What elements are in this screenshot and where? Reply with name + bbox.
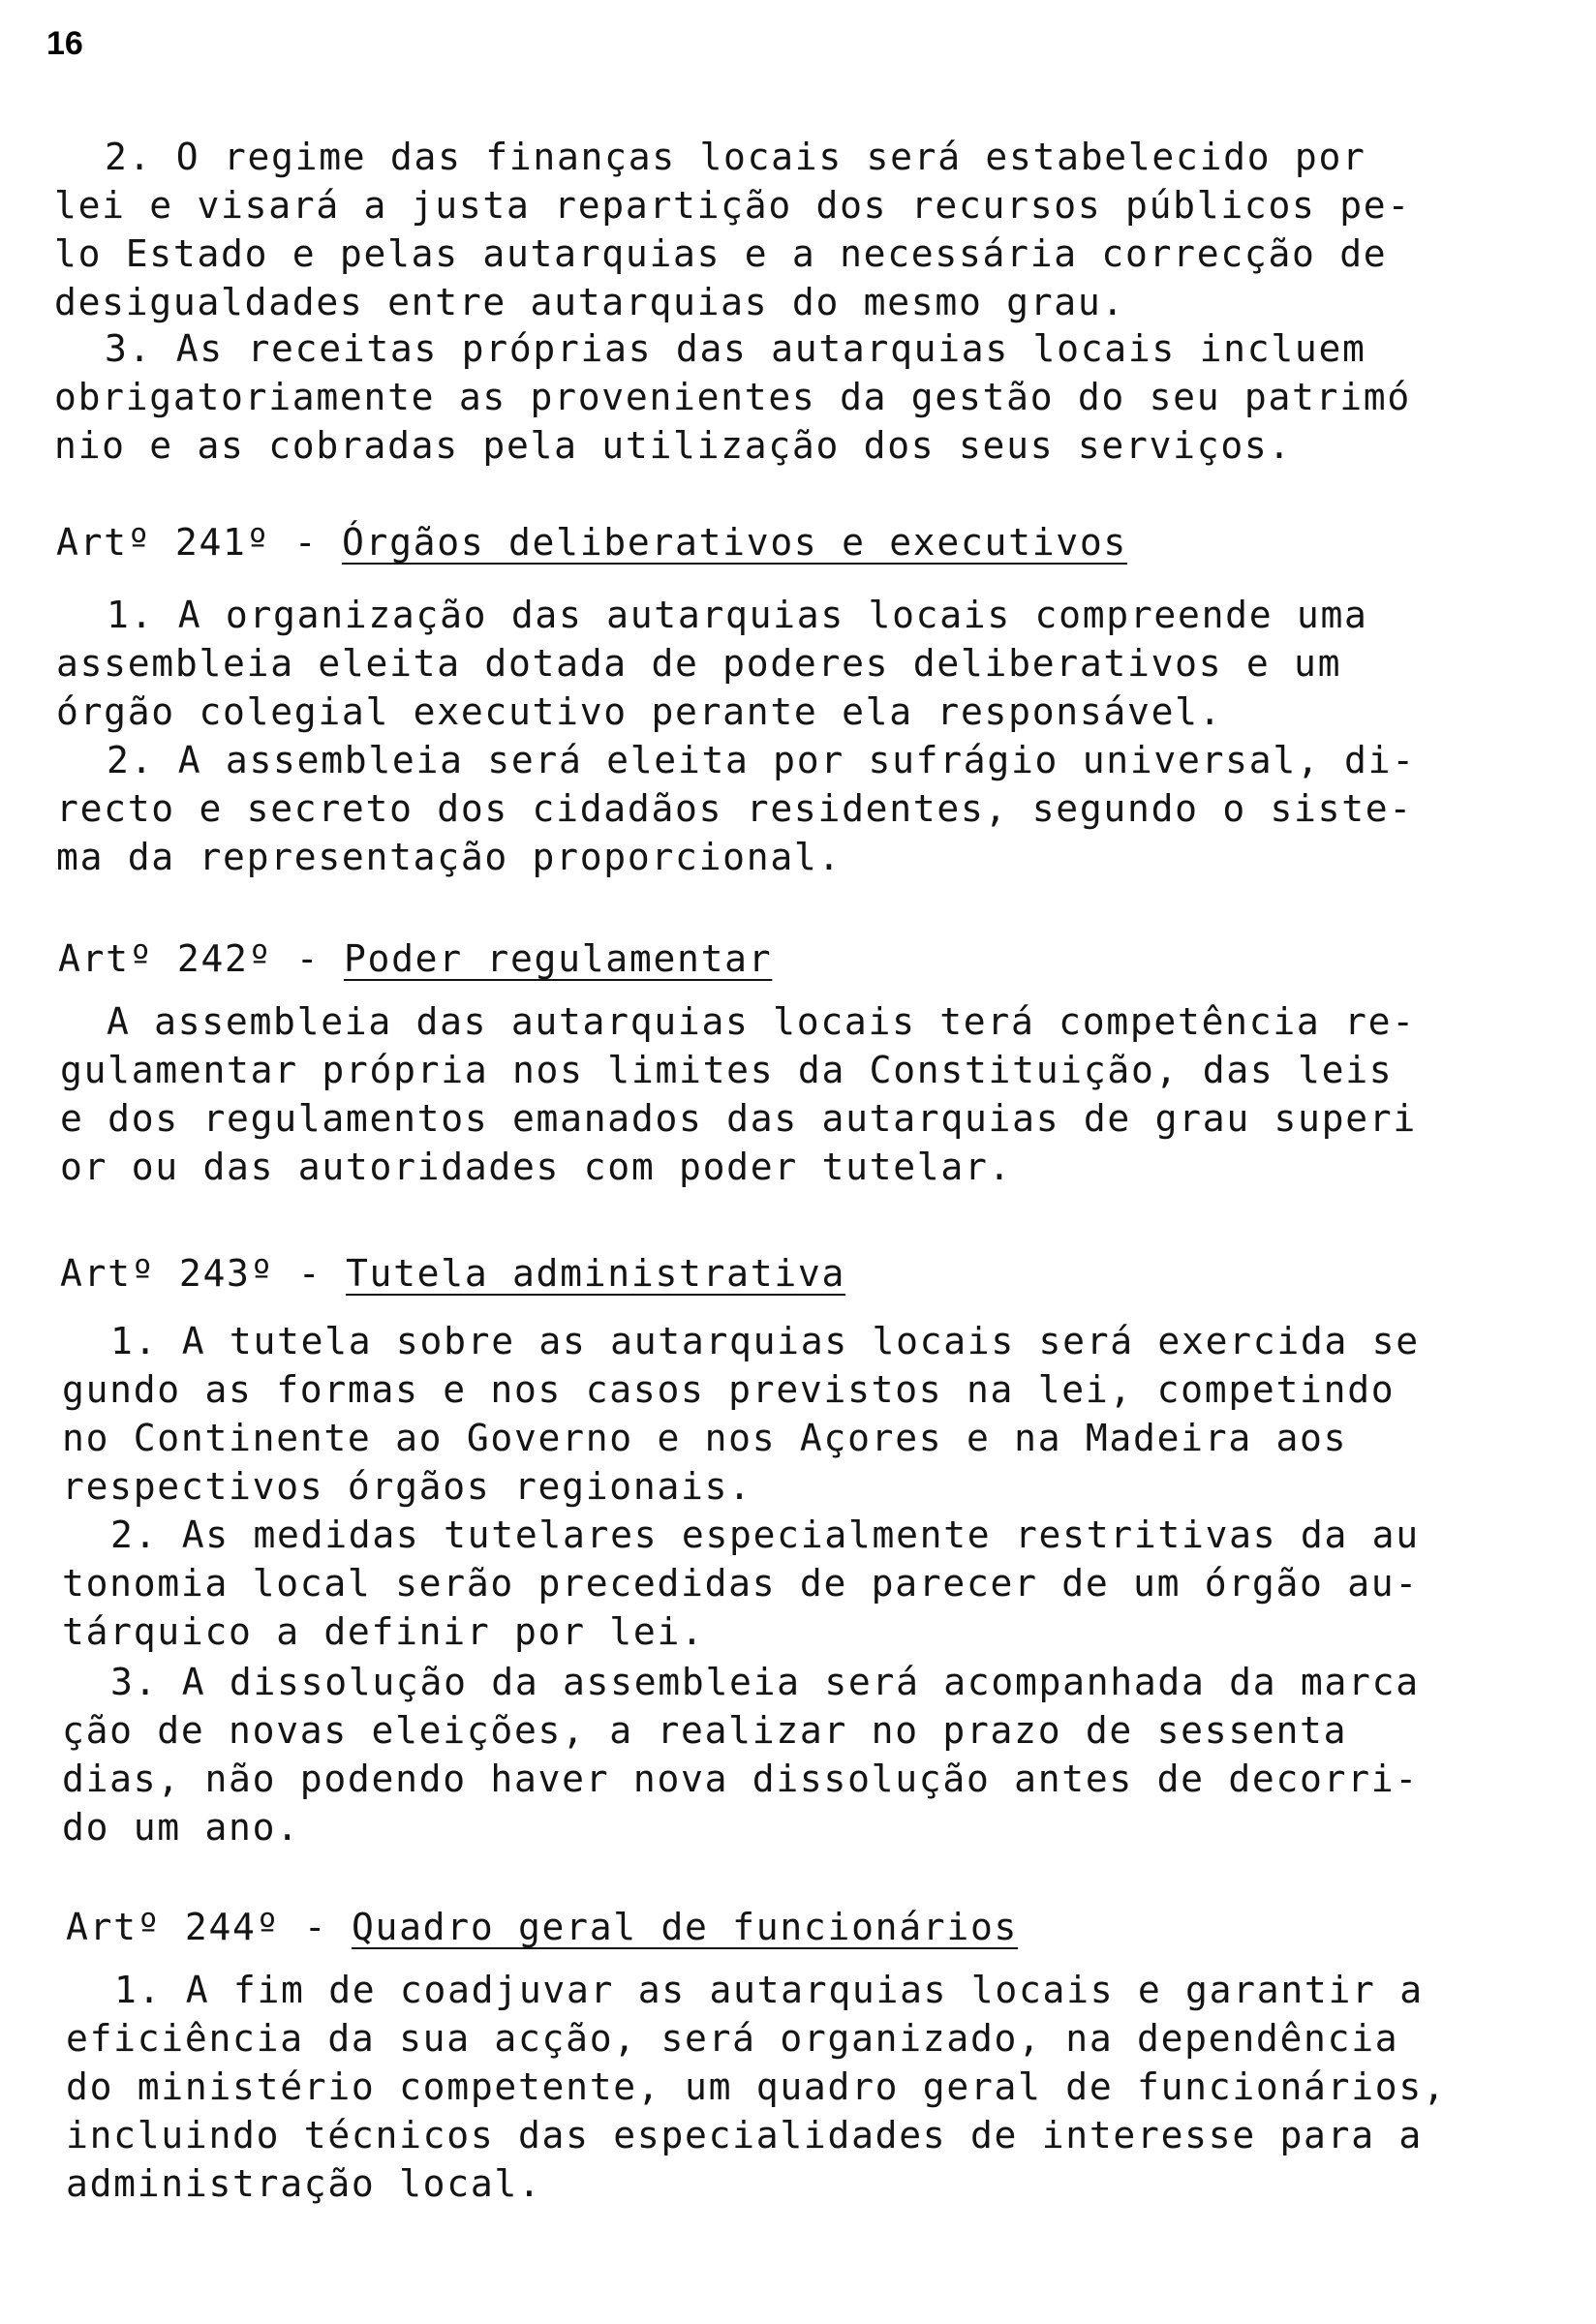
text-line: 2. A assembleia será eleita por sufrágio universal, di- xyxy=(107,739,1416,781)
text-line: tárquico a definir por lei. xyxy=(62,1610,705,1653)
text-line: tonomia local serão precedidas de parecer de um órgão au- xyxy=(62,1562,1419,1605)
text-line: 2. O regime das finanças locais será estabelecido por xyxy=(105,136,1366,178)
article-number: Artº 241º - xyxy=(56,521,319,564)
text-line: órgão colegial executivo perante ela responsável. xyxy=(56,690,1223,733)
article-title: Quadro geral de funcionários xyxy=(351,1906,1019,1948)
text-line: 1. A tutela sobre as autarquias locais será exercida se xyxy=(110,1320,1420,1362)
article-number: Artº 242º - xyxy=(58,937,321,980)
article-heading xyxy=(60,1249,845,1298)
text-line: incluindo técnicos das especialidades de interesse para a xyxy=(66,2114,1423,2156)
text-line: 1. A organização das autarquias locais compreende uma xyxy=(107,594,1368,636)
text-line: 3. As receitas próprias das autarquias locais incluem xyxy=(105,327,1366,370)
text-line: respectivos órgãos regionais. xyxy=(62,1465,752,1508)
text-line: desigualdades entre autarquias do mesmo grau. xyxy=(54,281,1126,323)
article-heading xyxy=(58,934,772,983)
text-line: 2. As medidas tutelares especialmente restritivas da au xyxy=(110,1514,1420,1556)
text-line: obrigatoriamente as provenientes da gestão do seu patrimó xyxy=(54,376,1411,418)
article-heading xyxy=(66,1903,1018,1951)
text-line: assembleia eleita dotada de poderes deliberativos e um xyxy=(56,642,1342,685)
text-line: 1. A fim de coadjuvar as autarquias locais e garantir a xyxy=(114,1969,1424,2011)
text-line: gundo as formas e nos casos previstos na lei, competindo xyxy=(62,1368,1396,1411)
text-line: or ou das autoridades com poder tutelar. xyxy=(60,1146,1013,1188)
text-line: recto e secreto dos cidadãos residentes, segundo o siste- xyxy=(56,787,1413,830)
page-number: 16 xyxy=(46,25,83,62)
text-line: ma da representação proporcional. xyxy=(56,836,843,878)
text-line: dias, não podendo haver nova dissolução antes de decorri- xyxy=(62,1758,1419,1800)
text-line: 3. A dissolução da assembleia será acompanhada da marca xyxy=(110,1661,1420,1703)
text-line: eficiência da sua acção, será organizado, na dependência xyxy=(66,2017,1399,2060)
article-number: Artº 243º - xyxy=(60,1252,322,1295)
article-title: Órgãos deliberativos e executivos xyxy=(341,521,1128,564)
text-line: gulamentar própria nos limites da Constituição, das leis xyxy=(60,1049,1394,1091)
article-heading xyxy=(56,518,1127,566)
text-line: administração local. xyxy=(66,2162,542,2205)
article-number: Artº 244º - xyxy=(66,1906,328,1948)
text-line: lei e visará a justa repartição dos recursos públicos pe- xyxy=(54,184,1411,227)
text-line: nio e as cobradas pela utilização dos seus serviços. xyxy=(54,424,1293,467)
text-line: no Continente ao Governo e nos Açores e na Madeira aos xyxy=(62,1417,1348,1459)
article-title: Tutela administrativa xyxy=(345,1252,846,1295)
text-line: e dos regulamentos emanados das autarquias de grau superi xyxy=(60,1097,1417,1140)
text-line: A assembleia das autarquias locais terá competência re- xyxy=(107,1000,1416,1043)
text-line: do um ano. xyxy=(62,1806,300,1849)
text-line: lo Estado e pelas autarquias e a necessária correcção de xyxy=(54,232,1388,275)
article-title: Poder regulamentar xyxy=(343,937,773,980)
text-line: ção de novas eleições, a realizar no prazo de sessenta xyxy=(62,1709,1348,1752)
text-line: do ministério competente, um quadro geral de funcionários, xyxy=(66,2065,1447,2108)
